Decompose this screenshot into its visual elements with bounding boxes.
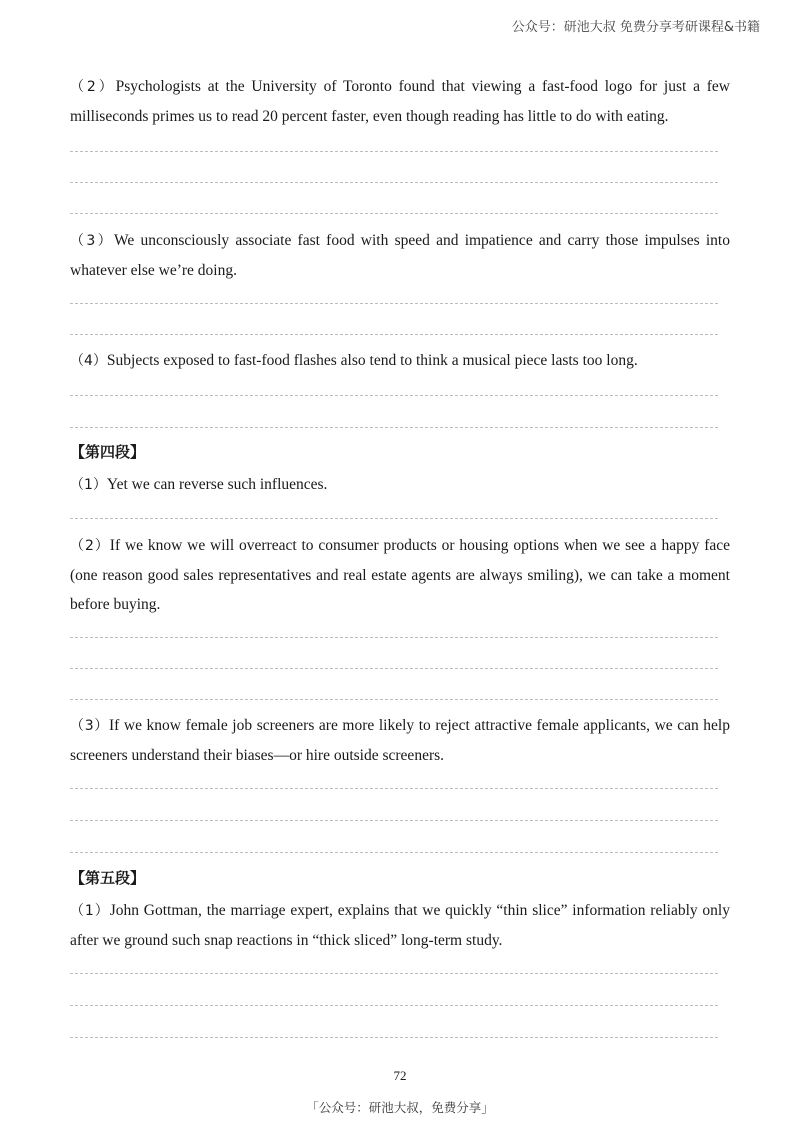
answer-line: [70, 151, 718, 152]
paragraph-text: Psychologists at the University of Toronto found that viewing a fast-food logo for just a few milliseconds primes us to read 20 percent faster, even though reading has little to do with eating.: [70, 78, 730, 125]
answer-line: [70, 182, 718, 183]
paragraph-number: （2）: [70, 79, 116, 95]
paragraph: [70, 470, 730, 500]
paragraph-number: （4）: [70, 353, 107, 369]
paragraph-number: （3）: [70, 233, 114, 249]
paragraph-number: （1）: [70, 477, 107, 493]
answer-line: [70, 788, 718, 789]
answer-line: [70, 852, 718, 853]
paragraph: [70, 711, 730, 770]
paragraph-text: If we know we will overreact to consumer products or housing options when we see a happy face (one reason good sales representatives and real estate agents are always smiling), we can take a moment before buying.: [70, 537, 730, 613]
paragraph-text: Yet we can reverse such influences.: [106, 476, 328, 493]
answer-line: [70, 518, 718, 519]
answer-line: [70, 334, 718, 335]
answer-line: [70, 973, 718, 974]
page-footer: 「公众号：研池大叔，免费分享」: [306, 1100, 494, 1115]
answer-line: [70, 668, 718, 669]
answer-line: [70, 427, 718, 428]
paragraph-text: John Gottman, the marriage expert, explains that we quickly “thin slice” information reliably only after we ground such snap reactions in “thick sliced” long-term study.: [70, 902, 730, 949]
page-header: 公众号：研池大叔 免费分享考研课程&书籍: [511, 20, 760, 35]
answer-line: [70, 395, 718, 396]
paragraph-text: If we know female job screeners are more likely to reject attractive female applicants, we can help screeners understand their biases—or hire outside screeners.: [70, 717, 730, 764]
answer-line: [70, 1037, 718, 1038]
answer-line: [70, 637, 718, 638]
paragraph: [70, 896, 730, 955]
section-heading: 【第四段】: [70, 443, 146, 461]
paragraph-text: Subjects exposed to fast-food flashes also tend to think a musical piece lasts too long.: [106, 352, 638, 369]
paragraph: [70, 72, 730, 131]
paragraph-number: （2）: [70, 538, 110, 554]
answer-line: [70, 699, 718, 700]
answer-line: [70, 303, 718, 304]
paragraph-text: We unconsciously associate fast food with speed and impatience and carry those impulses into whatever else we’re doing.: [70, 232, 730, 279]
section-heading: 【第五段】: [70, 869, 146, 887]
page-number: 72: [393, 1068, 407, 1083]
answer-line: [70, 1005, 718, 1006]
paragraph-number: （1）: [70, 903, 110, 919]
answer-line: [70, 213, 718, 214]
paragraph: [70, 226, 730, 285]
answer-line: [70, 820, 718, 821]
paragraph: [70, 531, 730, 619]
paragraph: [70, 346, 730, 376]
paragraph-number: （3）: [70, 718, 110, 734]
